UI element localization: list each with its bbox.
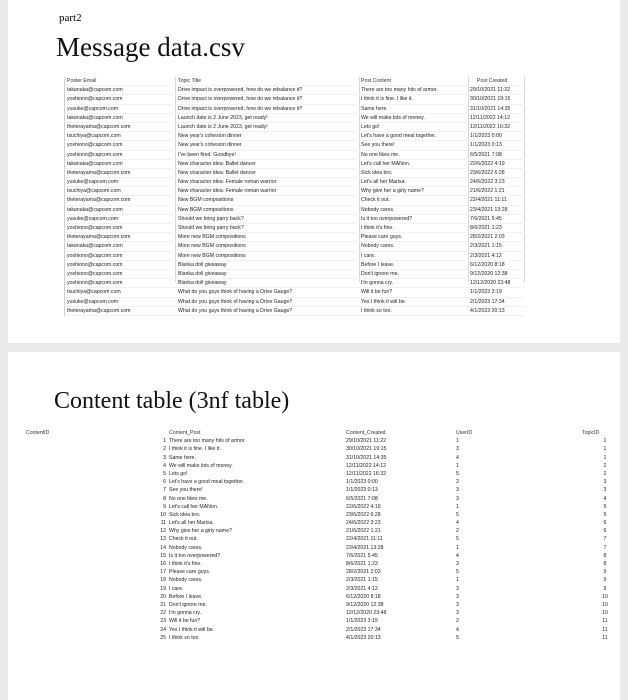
table-row <box>65 169 525 178</box>
cell-topic-title: More new BGM compositions <box>178 252 246 259</box>
cell-post-content: See you there! <box>361 142 395 149</box>
table-row <box>65 105 525 114</box>
cell-user-id: 4 <box>456 552 459 559</box>
cell-user-id: 4 <box>456 454 459 461</box>
cell-content-id: 22 <box>160 610 166 617</box>
table-row <box>26 544 616 552</box>
cell-post-content: Before I leave. <box>361 261 395 268</box>
header-topic-id: TopicID <box>582 430 600 436</box>
cell-content-created: 29/10/2021 11:22 <box>346 438 386 445</box>
cell-poster-email: takanaka@capcom.com <box>67 87 123 94</box>
cell-content-id: 20 <box>160 593 166 600</box>
cell-topic-title: New BGM compositions <box>178 206 234 213</box>
cell-post-content: Sick idea bro. <box>361 169 393 176</box>
table-row <box>26 495 616 503</box>
cell-post-created: 1/1/2023 0:00 <box>470 133 502 140</box>
cell-post-created: 22/4/2021 11:11 <box>470 197 507 204</box>
cell-poster-email: yoshiono@capcom.com <box>67 225 123 231</box>
cell-poster-email: takanaka@capcom.com <box>67 243 123 250</box>
cell-content-id: 16 <box>160 561 166 567</box>
header-post-content: Post Content <box>361 78 391 84</box>
cell-poster-email: theterayama@capcom.com <box>67 234 131 241</box>
cell-content-post: I care. <box>169 585 184 592</box>
cell-content-created: 22/4/2021 11:11 <box>346 536 383 543</box>
header-post-created: Post Created <box>477 78 508 84</box>
table-row <box>65 288 525 297</box>
table-row <box>65 95 525 104</box>
table-row <box>65 279 525 288</box>
cell-user-id: 4 <box>456 520 459 527</box>
content-table <box>26 429 616 642</box>
cell-topic-id: 5 <box>603 511 607 518</box>
cell-content-post: Why give her a girly name? <box>169 528 232 535</box>
cell-content-id: 24 <box>160 626 166 633</box>
cell-poster-email: yusuke@capcom.com <box>67 298 119 305</box>
cell-content-post: We will make lots of money. <box>169 462 233 469</box>
cell-topic-title: Blanka doll giveaway <box>178 270 227 277</box>
cell-content-post: Check it out. <box>169 536 198 543</box>
cell-content-created: 8/6/2021 1:23 <box>346 561 378 567</box>
table-row <box>26 568 616 576</box>
cell-poster-email: yusuke@capcom.com <box>67 105 119 112</box>
cell-post-content: Don't ignore me. <box>361 270 399 277</box>
cell-post-content: Let's call her MANon. <box>361 160 411 167</box>
table-row <box>65 261 525 270</box>
cell-topic-id: 3 <box>603 479 607 486</box>
table-row <box>26 486 616 494</box>
cell-content-created: 2/1/2023 17:34 <box>346 626 381 633</box>
cell-content-id: 19 <box>160 585 166 592</box>
message-data-table <box>64 77 525 316</box>
cell-post-content: Nobody cares. <box>361 243 395 250</box>
cell-user-id: 2 <box>456 528 459 535</box>
cell-topic-id: 2 <box>603 462 607 469</box>
cell-topic-title: New character idea: Ballet dancer <box>178 169 256 176</box>
cell-topic-id: 1 <box>603 446 607 453</box>
cell-content-post: I think it's fine. <box>169 561 202 567</box>
table-row <box>26 445 616 453</box>
cell-post-created: 21/6/2022 1:21 <box>470 188 505 195</box>
cell-content-created: 7/6/2021 5:45 <box>346 552 378 559</box>
cell-topic-id: 10 <box>602 593 608 600</box>
table-row <box>26 601 616 609</box>
cell-poster-email: yoshiono@capcom.com <box>67 261 123 268</box>
header-content-id: ContentID <box>26 430 50 436</box>
cell-user-id: 3 <box>456 446 459 453</box>
cell-poster-email: yusuke@capcom.com <box>67 179 119 186</box>
table-row <box>65 178 525 187</box>
message-data-title: Message data.csv <box>56 32 245 62</box>
cell-content-created: 28/2/2021 2:03 <box>346 569 381 576</box>
cell-content-id: 5 <box>163 470 166 477</box>
cell-topic-title: New character idea: Female roman warrior <box>178 179 277 186</box>
cell-user-id: 5 <box>456 634 459 641</box>
cell-user-id: 3 <box>456 610 459 617</box>
table-row <box>65 160 525 169</box>
cell-content-created: 4/1/2023 20:13 <box>346 634 381 641</box>
cell-content-id: 10 <box>160 511 166 518</box>
cell-post-content: Check it out. <box>361 197 390 204</box>
cell-content-post: There are too many hits of armor. <box>169 438 246 445</box>
cell-topic-id: 7 <box>603 536 607 543</box>
table-row <box>65 187 525 196</box>
cell-post-created: 4/1/2023 20:13 <box>470 307 505 314</box>
cell-user-id: 1 <box>456 544 459 551</box>
cell-topic-title: I've been fired. Goodbye! <box>178 151 236 158</box>
cell-content-post: Let's call her MANon. <box>169 503 219 510</box>
cell-topic-title: New year's cohesion dinner <box>178 133 242 140</box>
cell-content-id: 9 <box>163 503 166 510</box>
cell-poster-email: takanaka@capcom.com <box>67 206 123 213</box>
table-row <box>26 527 616 535</box>
table-row <box>65 224 525 233</box>
table-row <box>26 593 616 601</box>
table-row <box>26 634 616 642</box>
cell-post-content: Yes I think it will be. <box>361 298 407 305</box>
table-row <box>65 298 525 307</box>
cell-user-id: 4 <box>456 626 459 633</box>
cell-topic-title: Launch date is 2 June 2023, get ready! <box>178 114 268 121</box>
cell-topic-title: Should we bring parry back? <box>178 225 244 231</box>
cell-content-post: Before I leave. <box>169 593 203 600</box>
cell-user-id: 5 <box>456 536 459 543</box>
cell-content-id: 4 <box>163 462 166 469</box>
cell-content-id: 15 <box>160 552 166 559</box>
cell-user-id: 3 <box>456 561 459 567</box>
cell-content-post: Will it be fun? <box>169 618 201 625</box>
cell-poster-email: tsuchiya@capcom.com <box>67 188 121 195</box>
table-row <box>65 252 525 261</box>
cell-content-created: 21/6/2022 1:21 <box>346 528 381 535</box>
cell-content-created: 6/5/2021 7:08 <box>346 495 378 502</box>
table-row <box>26 576 616 584</box>
cell-topic-id: 3 <box>603 487 607 494</box>
cell-topic-id: 6 <box>603 528 607 535</box>
table-row <box>26 478 616 486</box>
cell-topic-id: 8 <box>603 561 607 567</box>
table-row <box>26 519 616 527</box>
cell-poster-email: yoshiono@capcom.com <box>67 151 123 158</box>
page-two <box>8 352 620 700</box>
cell-content-created: 23/6/2022 6:28 <box>346 511 381 518</box>
cell-topic-title: New character idea: Ballet dancer <box>178 160 256 167</box>
cell-topic-title: What do you guys think of having a Drive Gauge? <box>178 289 293 296</box>
cell-content-id: 13 <box>160 536 166 543</box>
table-row <box>26 552 616 560</box>
cell-topic-id: 2 <box>603 470 607 477</box>
cell-post-content: Nobody cares. <box>361 206 395 213</box>
cell-post-content: I care. <box>361 252 376 259</box>
cell-post-content: No one likes me. <box>361 151 400 158</box>
cell-user-id: 5 <box>456 569 459 576</box>
cell-post-created: 1/1/2023 0:13 <box>470 142 502 149</box>
cell-content-id: 18 <box>160 577 166 584</box>
cell-poster-email: yoshiono@capcom.com <box>67 270 123 277</box>
cell-post-content: There are too many hits of armor. <box>361 87 438 94</box>
cell-post-created: 28/2/2021 2:03 <box>470 234 505 241</box>
cell-post-content: Let's all her Marisa. <box>361 179 406 186</box>
cell-post-content: We will make lots of money. <box>361 114 425 121</box>
cell-content-post: I'm gonna cry. <box>169 610 202 617</box>
cell-content-id: 8 <box>163 495 166 502</box>
table-row <box>26 454 616 462</box>
cell-topic-id: 11 <box>602 618 608 625</box>
cell-content-created: 12/11/2022 16:32 <box>346 470 386 477</box>
cell-post-created: 2/3/2021 1:15 <box>470 243 502 250</box>
cell-content-post: No one likes me. <box>169 495 208 502</box>
table-row <box>26 535 616 543</box>
cell-post-content: I think it is fine. I like it. <box>361 96 413 103</box>
cell-topic-title: New year's cohesion dinner <box>178 142 242 149</box>
cell-poster-email: tsuchiya@capcom.com <box>67 289 121 296</box>
cell-content-id: 12 <box>160 528 166 535</box>
table-row <box>26 437 616 445</box>
cell-content-post: Lets go! <box>169 470 188 477</box>
cell-topic-id: 11 <box>602 634 608 641</box>
cell-post-created: 8/6/2021 1:23 <box>470 225 502 231</box>
message-header-row <box>65 77 525 86</box>
cell-topic-title: Blanka doll giveaway <box>178 261 227 268</box>
cell-poster-email: theterayama@capcom.com <box>67 197 131 204</box>
cell-content-created: 9/12/2020 12:38 <box>346 601 384 608</box>
cell-user-id: 2 <box>456 618 459 625</box>
cell-post-created: 23/4/2021 13:28 <box>470 206 508 213</box>
cell-content-created: 12/12/2020 23:48 <box>346 610 387 617</box>
cell-content-created: 12/11/2022 14:12 <box>346 462 386 469</box>
cell-content-created: 22/6/2022 4:19 <box>346 503 381 510</box>
cell-post-created: 2/3/2021 4:12 <box>470 252 502 259</box>
table-row <box>65 215 525 224</box>
cell-topic-title: More new BGM compositions <box>178 234 246 241</box>
cell-post-content: I'm gonna cry. <box>361 280 394 287</box>
table-row <box>65 233 525 242</box>
cell-post-created: 6/12/2020 8:18 <box>470 261 505 268</box>
content-table-title: Content table (3nf table) <box>54 388 290 414</box>
table-row <box>65 307 525 316</box>
cell-user-id: 3 <box>456 585 459 592</box>
cell-content-created: 2/3/2021 1:15 <box>346 577 378 584</box>
cell-post-content: Let's have a good meal together. <box>361 133 437 140</box>
cell-post-content: I think so too. <box>361 307 392 314</box>
table-row <box>65 151 525 160</box>
cell-post-content: Lets go! <box>361 123 380 130</box>
cell-topic-id: 6 <box>603 520 607 527</box>
header-content-created: Content_Created <box>346 430 386 436</box>
part-label: part2 <box>59 12 82 24</box>
cell-user-id: 3 <box>456 601 459 608</box>
cell-user-id: 3 <box>456 593 459 600</box>
cell-content-post: I think so too. <box>169 634 200 641</box>
table-row <box>26 585 616 593</box>
cell-topic-title: Blanka doll giveaway <box>178 280 227 287</box>
page-one <box>8 0 620 343</box>
cell-content-post: Yes I think it will be. <box>169 626 215 633</box>
cell-content-id: 14 <box>160 544 166 551</box>
table-row <box>65 123 525 132</box>
cell-post-created: 12/11/2022 16:32 <box>470 123 510 130</box>
cell-content-id: 6 <box>163 479 166 486</box>
table-row <box>26 470 616 478</box>
header-content-post: Content_Post <box>169 430 201 436</box>
cell-post-created: 29/10/2021 11:22 <box>470 87 510 94</box>
cell-poster-email: tsuchiya@capcom.com <box>67 133 121 140</box>
cell-content-post: Same here. <box>169 454 196 461</box>
cell-post-content: Is it too overpowered? <box>361 215 413 222</box>
cell-topic-id: 9 <box>603 577 607 584</box>
header-user-id: UserID <box>456 430 473 436</box>
cell-content-post: I think it is fine. I like it. <box>169 446 221 453</box>
cell-post-created: 7/6/2021 5:45 <box>470 215 502 222</box>
cell-content-created: 23/4/2021 13:28 <box>346 544 384 551</box>
cell-content-id: 23 <box>160 618 166 625</box>
cell-topic-id: 1 <box>603 454 607 461</box>
cell-post-content: Same here. <box>361 105 388 112</box>
table-row <box>26 462 616 470</box>
cell-topic-id: 1 <box>603 438 607 445</box>
cell-post-content: Why give her a girly name? <box>361 188 424 195</box>
cell-user-id: 1 <box>456 577 459 584</box>
cell-content-post: Please care guys. <box>169 569 211 576</box>
cell-poster-email: theterayama@capcom.com <box>67 169 131 176</box>
cell-user-id: 5 <box>456 470 459 477</box>
cell-topic-title: What do you guys think of having a Drive Gauge? <box>178 307 293 314</box>
cell-post-created: 24/6/2022 3:23 <box>470 179 505 186</box>
cell-user-id: 2 <box>456 479 459 486</box>
header-poster-email: Poster Email <box>67 78 97 84</box>
cell-post-content: Please care guys. <box>361 234 403 241</box>
cell-post-content: Will it be fun? <box>361 289 393 296</box>
cell-topic-id: 9 <box>603 585 607 592</box>
cell-user-id: 1 <box>456 462 459 469</box>
cell-topic-id: 8 <box>603 552 607 559</box>
cell-post-created: 22/6/2022 4:19 <box>470 160 505 167</box>
cell-topic-title: What do you guys think of having a Drive Gauge? <box>178 298 293 305</box>
cell-topic-title: More new BGM compositions <box>178 243 246 250</box>
cell-content-created: 24/6/2022 3:23 <box>346 520 381 527</box>
cell-poster-email: yoshiono@capcom.com <box>67 252 123 259</box>
cell-topic-id: 11 <box>602 626 608 633</box>
cell-content-id: 1 <box>163 438 166 445</box>
cell-poster-email: yoshiono@capcom.com <box>67 96 123 103</box>
cell-content-created: 31/10/2021 14:35 <box>346 454 387 461</box>
cell-post-created: 9/12/2020 12:38 <box>470 270 508 277</box>
table-row <box>26 617 616 625</box>
cell-content-post: Let's all her Marisa. <box>169 520 214 527</box>
cell-content-id: 7 <box>163 487 166 494</box>
cell-post-created: 31/10/2021 14:35 <box>470 105 511 112</box>
cell-post-created: 6/5/2021 7:08 <box>470 151 502 158</box>
cell-content-id: 11 <box>160 520 166 527</box>
cell-post-created: 12/12/2020 23:48 <box>470 280 511 287</box>
cell-topic-title: Drive impact is overpowered, how do we rebalance it? <box>178 96 303 103</box>
table-row <box>65 86 525 95</box>
table-row <box>26 511 616 519</box>
cell-content-created: 1/1/2023 0:13 <box>346 487 378 494</box>
table-row <box>65 270 525 279</box>
cell-poster-email: takanaka@capcom.com <box>67 160 123 167</box>
cell-topic-id: 9 <box>603 569 607 576</box>
table-row <box>65 196 525 205</box>
cell-topic-title: Drive impact is overpowered, how do we rebalance it? <box>178 105 303 112</box>
cell-poster-email: yoshiono@capcom.com <box>67 280 123 287</box>
cell-topic-title: New BGM compositions <box>178 197 234 204</box>
cell-content-id: 21 <box>160 601 166 608</box>
content-header-row <box>26 429 616 437</box>
cell-topic-title: Should we bring parry back? <box>178 215 244 222</box>
cell-content-post: Sick idea bro. <box>169 511 201 518</box>
cell-topic-title: Launch date is 2 June 2023, get ready! <box>178 123 268 130</box>
table-row <box>26 503 616 511</box>
cell-topic-id: 7 <box>603 544 607 551</box>
cell-user-id: 3 <box>456 487 459 494</box>
cell-content-post: Is it too overpowered? <box>169 552 221 559</box>
cell-content-created: 6/12/2020 8:18 <box>346 593 381 600</box>
cell-user-id: 1 <box>456 503 459 510</box>
table-row <box>65 132 525 141</box>
cell-post-created: 2/1/2023 17:34 <box>470 298 505 305</box>
header-topic-title: Topic Title <box>178 78 202 84</box>
cell-topic-title: Drive impact is overpowered, how do we rebalance it? <box>178 87 303 94</box>
cell-post-created: 1/1/2023 3:19 <box>470 289 502 296</box>
table-row <box>26 560 616 568</box>
cell-poster-email: theterayama@capcom.com <box>67 307 131 314</box>
cell-content-post: Let's have a good meal together. <box>169 479 245 486</box>
cell-post-created: 30/10/2021 19:15 <box>470 96 511 103</box>
cell-user-id: 5 <box>456 511 459 518</box>
cell-topic-id: 5 <box>603 503 607 510</box>
cell-topic-id: 4 <box>603 495 607 502</box>
table-row <box>65 114 525 123</box>
table-row <box>65 141 525 150</box>
cell-poster-email: theterayama@capcom.com <box>67 123 131 130</box>
cell-content-post: Nobody cares. <box>169 577 203 584</box>
cell-content-id: 2 <box>163 446 166 453</box>
cell-topic-id: 10 <box>602 601 608 608</box>
cell-topic-title: New character idea: Female roman warrior <box>178 188 277 195</box>
cell-topic-id: 10 <box>602 610 608 617</box>
cell-content-id: 3 <box>163 454 166 461</box>
cell-content-post: See you there! <box>169 487 203 494</box>
cell-post-created: 23/6/2022 6:28 <box>470 169 505 176</box>
cell-poster-email: yoshiono@capcom.com <box>67 142 123 149</box>
cell-content-created: 1/1/2023 3:19 <box>346 618 378 625</box>
cell-content-created: 30/10/2021 19:15 <box>346 446 387 453</box>
cell-content-post: Nobody cares. <box>169 544 203 551</box>
cell-post-created: 12/11/2022 14:12 <box>470 114 510 121</box>
cell-content-created: 1/1/2023 0:00 <box>346 479 378 486</box>
cell-poster-email: takanaka@capcom.com <box>67 114 123 121</box>
cell-content-id: 17 <box>160 569 166 576</box>
cell-content-post: Don't ignore me. <box>169 601 207 608</box>
table-row <box>65 206 525 215</box>
cell-content-created: 2/3/2021 4:12 <box>346 585 378 592</box>
cell-content-id: 25 <box>160 634 166 641</box>
cell-poster-email: yusuke@capcom.com <box>67 215 119 222</box>
table-row <box>65 242 525 251</box>
cell-post-content: I think it's fine. <box>361 225 394 231</box>
table-row <box>26 609 616 617</box>
cell-user-id: 3 <box>456 495 459 502</box>
cell-user-id: 1 <box>456 438 459 445</box>
table-row <box>26 626 616 634</box>
